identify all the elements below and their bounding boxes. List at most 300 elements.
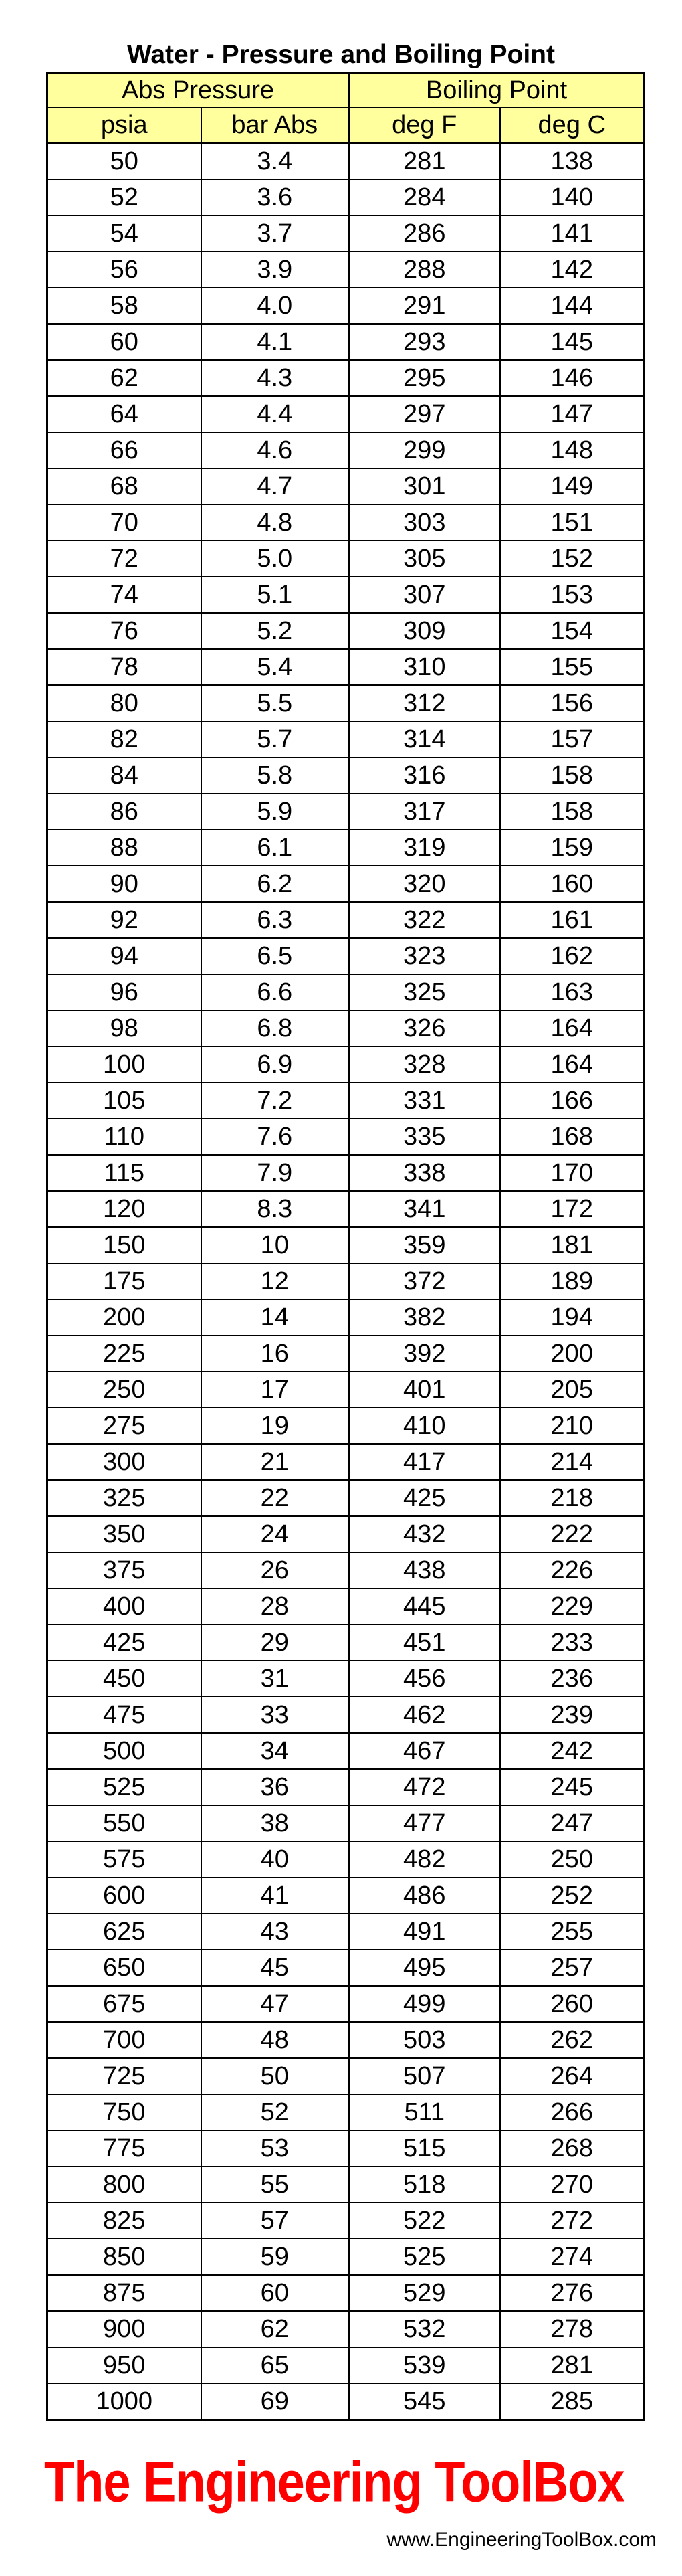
deg-f-cell: 295 xyxy=(349,360,500,396)
psia-cell: 150 xyxy=(47,1227,201,1263)
deg-c-cell: 159 xyxy=(500,830,645,866)
psia-cell: 64 xyxy=(47,396,201,432)
bar-abs-cell: 6.1 xyxy=(201,830,349,866)
psia-cell: 675 xyxy=(47,1986,201,2022)
deg-c-cell: 152 xyxy=(500,541,645,577)
deg-c-cell: 181 xyxy=(500,1227,645,1263)
psia-cell: 725 xyxy=(47,2058,201,2094)
deg-c-cell: 245 xyxy=(500,1769,645,1805)
table-row xyxy=(47,794,645,830)
psia-cell: 375 xyxy=(47,1552,201,1588)
deg-c-cell: 260 xyxy=(500,1986,645,2022)
bar-abs-cell: 5.8 xyxy=(201,757,349,794)
psia-cell: 62 xyxy=(47,360,201,396)
deg-f-cell: 456 xyxy=(349,1661,500,1697)
table-row xyxy=(47,2167,645,2203)
psia-cell: 94 xyxy=(47,938,201,974)
table-row xyxy=(47,2022,645,2058)
table-row xyxy=(47,1083,645,1119)
deg-f-column-header: deg F xyxy=(349,108,500,143)
deg-f-cell: 359 xyxy=(349,1227,500,1263)
bar-abs-cell: 26 xyxy=(201,1552,349,1588)
bar-abs-cell: 59 xyxy=(201,2239,349,2275)
deg-f-cell: 382 xyxy=(349,1299,500,1336)
bar-abs-cell: 4.4 xyxy=(201,396,349,432)
deg-f-cell: 539 xyxy=(349,2347,500,2383)
bar-abs-cell: 40 xyxy=(201,1841,349,1877)
bar-abs-cell: 5.0 xyxy=(201,541,349,577)
bar-abs-cell: 6.2 xyxy=(201,866,349,902)
table-row xyxy=(47,2239,645,2275)
table-row xyxy=(47,143,645,180)
psia-cell: 175 xyxy=(47,1263,201,1299)
table-row xyxy=(47,1191,645,1227)
deg-f-cell: 309 xyxy=(349,613,500,649)
bar-abs-cell: 47 xyxy=(201,1986,349,2022)
deg-c-cell: 141 xyxy=(500,215,645,252)
bar-abs-cell: 4.3 xyxy=(201,360,349,396)
table-row xyxy=(47,974,645,1010)
bar-abs-cell: 60 xyxy=(201,2275,349,2311)
deg-f-cell: 495 xyxy=(349,1950,500,1986)
bar-abs-cell: 16 xyxy=(201,1336,349,1372)
table-row xyxy=(47,1408,645,1444)
deg-f-cell: 518 xyxy=(349,2167,500,2203)
psia-cell: 66 xyxy=(47,432,201,468)
psia-cell: 250 xyxy=(47,1372,201,1408)
deg-f-cell: 467 xyxy=(349,1733,500,1769)
deg-f-cell: 507 xyxy=(349,2058,500,2094)
deg-c-cell: 158 xyxy=(500,794,645,830)
psia-cell: 550 xyxy=(47,1805,201,1841)
deg-c-cell: 200 xyxy=(500,1336,645,1372)
bar-abs-cell: 5.1 xyxy=(201,577,349,613)
psia-cell: 54 xyxy=(47,215,201,252)
deg-c-cell: 239 xyxy=(500,1697,645,1733)
table-row xyxy=(47,1336,645,1372)
psia-cell: 50 xyxy=(47,143,201,180)
table-row xyxy=(47,541,645,577)
table-row xyxy=(47,1588,645,1625)
table-row xyxy=(47,938,645,974)
deg-f-cell: 316 xyxy=(349,757,500,794)
psia-cell: 850 xyxy=(47,2239,201,2275)
table-row xyxy=(47,2203,645,2239)
deg-f-cell: 515 xyxy=(349,2130,500,2167)
psia-cell: 68 xyxy=(47,468,201,504)
deg-f-cell: 319 xyxy=(349,830,500,866)
psia-cell: 52 xyxy=(47,179,201,215)
psia-cell: 105 xyxy=(47,1083,201,1119)
psia-cell: 96 xyxy=(47,974,201,1010)
table-row xyxy=(47,1299,645,1336)
table-row xyxy=(47,1841,645,1877)
psia-cell: 225 xyxy=(47,1336,201,1372)
deg-c-cell: 266 xyxy=(500,2094,645,2130)
deg-c-cell: 250 xyxy=(500,1841,645,1877)
deg-f-cell: 281 xyxy=(349,143,500,180)
deg-c-cell: 214 xyxy=(500,1444,645,1480)
table-row xyxy=(47,830,645,866)
deg-c-cell: 252 xyxy=(500,1877,645,1914)
table-row xyxy=(47,902,645,938)
psia-cell: 825 xyxy=(47,2203,201,2239)
site-url: www.EngineeringToolBox.com xyxy=(386,2528,657,2551)
deg-f-cell: 307 xyxy=(349,577,500,613)
psia-cell: 1000 xyxy=(47,2383,201,2420)
bar-abs-cell: 34 xyxy=(201,1733,349,1769)
deg-f-cell: 299 xyxy=(349,432,500,468)
deg-f-cell: 335 xyxy=(349,1119,500,1155)
table-row xyxy=(47,288,645,324)
bar-abs-cell: 29 xyxy=(201,1625,349,1661)
psia-cell: 575 xyxy=(47,1841,201,1877)
deg-c-cell: 278 xyxy=(500,2311,645,2347)
bar-abs-cell: 8.3 xyxy=(201,1191,349,1227)
bar-abs-cell: 5.2 xyxy=(201,613,349,649)
deg-f-cell: 472 xyxy=(349,1769,500,1805)
table-row xyxy=(47,1733,645,1769)
abs-pressure-header: Abs Pressure xyxy=(47,73,349,108)
table-row xyxy=(47,179,645,215)
psia-cell: 875 xyxy=(47,2275,201,2311)
bar-abs-cell: 6.3 xyxy=(201,902,349,938)
bar-abs-cell: 48 xyxy=(201,2022,349,2058)
bar-abs-cell: 50 xyxy=(201,2058,349,2094)
psia-column-header: psia xyxy=(47,108,201,143)
bar-abs-cell: 5.9 xyxy=(201,794,349,830)
deg-c-cell: 272 xyxy=(500,2203,645,2239)
deg-c-cell: 255 xyxy=(500,1914,645,1950)
table-row xyxy=(47,1950,645,1986)
psia-cell: 425 xyxy=(47,1625,201,1661)
deg-c-cell: 148 xyxy=(500,432,645,468)
table-row xyxy=(47,1155,645,1191)
bar-abs-cell: 7.6 xyxy=(201,1119,349,1155)
psia-cell: 600 xyxy=(47,1877,201,1914)
bar-abs-cell: 4.6 xyxy=(201,432,349,468)
psia-cell: 475 xyxy=(47,1697,201,1733)
table-row xyxy=(47,468,645,504)
table-row xyxy=(47,1119,645,1155)
bar-abs-cell: 7.9 xyxy=(201,1155,349,1191)
bar-abs-cell: 69 xyxy=(201,2383,349,2420)
deg-c-cell: 205 xyxy=(500,1372,645,1408)
deg-c-cell: 264 xyxy=(500,2058,645,2094)
deg-c-cell: 226 xyxy=(500,1552,645,1588)
table-row xyxy=(47,2130,645,2167)
psia-cell: 56 xyxy=(47,252,201,288)
psia-cell: 86 xyxy=(47,794,201,830)
deg-f-cell: 525 xyxy=(349,2239,500,2275)
psia-cell: 80 xyxy=(47,685,201,721)
deg-f-cell: 325 xyxy=(349,974,500,1010)
deg-f-cell: 291 xyxy=(349,288,500,324)
bar-abs-cell: 14 xyxy=(201,1299,349,1336)
bar-abs-cell: 10 xyxy=(201,1227,349,1263)
deg-c-cell: 151 xyxy=(500,504,645,541)
table-body xyxy=(47,143,645,2420)
deg-f-cell: 462 xyxy=(349,1697,500,1733)
deg-c-cell: 166 xyxy=(500,1083,645,1119)
deg-f-cell: 417 xyxy=(349,1444,500,1480)
bar-abs-cell: 4.1 xyxy=(201,324,349,360)
deg-f-cell: 401 xyxy=(349,1372,500,1408)
table-row xyxy=(47,1516,645,1552)
deg-c-cell: 268 xyxy=(500,2130,645,2167)
psia-cell: 76 xyxy=(47,613,201,649)
deg-c-cell: 161 xyxy=(500,902,645,938)
deg-c-cell: 140 xyxy=(500,179,645,215)
brand-logo-text: The Engineering ToolBox xyxy=(44,2450,624,2514)
table-row xyxy=(47,1914,645,1950)
table-row xyxy=(47,577,645,613)
deg-f-cell: 331 xyxy=(349,1083,500,1119)
table-row xyxy=(47,1877,645,1914)
deg-c-cell: 172 xyxy=(500,1191,645,1227)
psia-cell: 750 xyxy=(47,2094,201,2130)
table-row xyxy=(47,1480,645,1516)
table-row xyxy=(47,504,645,541)
psia-cell: 120 xyxy=(47,1191,201,1227)
bar-abs-cell: 6.9 xyxy=(201,1046,349,1083)
deg-c-cell: 142 xyxy=(500,252,645,288)
table-row xyxy=(47,613,645,649)
bar-abs-column-header: bar Abs xyxy=(201,108,349,143)
bar-abs-cell: 45 xyxy=(201,1950,349,1986)
deg-f-cell: 529 xyxy=(349,2275,500,2311)
deg-f-cell: 328 xyxy=(349,1046,500,1083)
bar-abs-cell: 5.7 xyxy=(201,721,349,757)
deg-f-cell: 320 xyxy=(349,866,500,902)
deg-c-cell: 274 xyxy=(500,2239,645,2275)
table-row xyxy=(47,1010,645,1046)
deg-c-cell: 262 xyxy=(500,2022,645,2058)
bar-abs-cell: 19 xyxy=(201,1408,349,1444)
deg-f-cell: 482 xyxy=(349,1841,500,1877)
table-row xyxy=(47,1227,645,1263)
psia-cell: 115 xyxy=(47,1155,201,1191)
deg-f-cell: 297 xyxy=(349,396,500,432)
deg-f-cell: 445 xyxy=(349,1588,500,1625)
deg-f-cell: 322 xyxy=(349,902,500,938)
deg-f-cell: 338 xyxy=(349,1155,500,1191)
deg-f-cell: 326 xyxy=(349,1010,500,1046)
bar-abs-cell: 3.9 xyxy=(201,252,349,288)
bar-abs-cell: 6.8 xyxy=(201,1010,349,1046)
deg-f-cell: 477 xyxy=(349,1805,500,1841)
psia-cell: 84 xyxy=(47,757,201,794)
deg-c-cell: 210 xyxy=(500,1408,645,1444)
bar-abs-cell: 52 xyxy=(201,2094,349,2130)
deg-f-cell: 532 xyxy=(349,2311,500,2347)
deg-c-cell: 242 xyxy=(500,1733,645,1769)
table-row xyxy=(47,1697,645,1733)
deg-c-column-header: deg C xyxy=(500,108,645,143)
deg-c-cell: 154 xyxy=(500,613,645,649)
psia-cell: 92 xyxy=(47,902,201,938)
deg-f-cell: 314 xyxy=(349,721,500,757)
deg-f-cell: 372 xyxy=(349,1263,500,1299)
deg-c-cell: 163 xyxy=(500,974,645,1010)
psia-cell: 350 xyxy=(47,1516,201,1552)
deg-f-cell: 317 xyxy=(349,794,500,830)
deg-c-cell: 247 xyxy=(500,1805,645,1841)
deg-f-cell: 432 xyxy=(349,1516,500,1552)
bar-abs-cell: 17 xyxy=(201,1372,349,1408)
bar-abs-cell: 36 xyxy=(201,1769,349,1805)
table-row xyxy=(47,1625,645,1661)
deg-f-cell: 511 xyxy=(349,2094,500,2130)
psia-cell: 650 xyxy=(47,1950,201,1986)
bar-abs-cell: 12 xyxy=(201,1263,349,1299)
table-row xyxy=(47,252,645,288)
deg-c-cell: 170 xyxy=(500,1155,645,1191)
table-row xyxy=(47,649,645,685)
table-row xyxy=(47,1372,645,1408)
bar-abs-cell: 65 xyxy=(201,2347,349,2383)
psia-cell: 775 xyxy=(47,2130,201,2167)
psia-cell: 72 xyxy=(47,541,201,577)
deg-c-cell: 160 xyxy=(500,866,645,902)
bar-abs-cell: 3.4 xyxy=(201,143,349,180)
bar-abs-cell: 22 xyxy=(201,1480,349,1516)
deg-c-cell: 168 xyxy=(500,1119,645,1155)
deg-c-cell: 158 xyxy=(500,757,645,794)
psia-cell: 300 xyxy=(47,1444,201,1480)
deg-f-cell: 303 xyxy=(349,504,500,541)
psia-cell: 450 xyxy=(47,1661,201,1697)
psia-cell: 625 xyxy=(47,1914,201,1950)
deg-c-cell: 164 xyxy=(500,1010,645,1046)
deg-f-cell: 503 xyxy=(349,2022,500,2058)
deg-f-cell: 310 xyxy=(349,649,500,685)
table-row xyxy=(47,215,645,252)
deg-f-cell: 293 xyxy=(349,324,500,360)
deg-c-cell: 229 xyxy=(500,1588,645,1625)
table-row xyxy=(47,1046,645,1083)
deg-c-cell: 145 xyxy=(500,324,645,360)
table-row xyxy=(47,2311,645,2347)
deg-f-cell: 410 xyxy=(349,1408,500,1444)
table-row xyxy=(47,1769,645,1805)
deg-c-cell: 146 xyxy=(500,360,645,396)
psia-cell: 325 xyxy=(47,1480,201,1516)
table-row xyxy=(47,324,645,360)
psia-cell: 400 xyxy=(47,1588,201,1625)
deg-c-cell: 236 xyxy=(500,1661,645,1697)
deg-c-cell: 285 xyxy=(500,2383,645,2420)
deg-c-cell: 164 xyxy=(500,1046,645,1083)
psia-cell: 90 xyxy=(47,866,201,902)
table-row xyxy=(47,721,645,757)
psia-cell: 82 xyxy=(47,721,201,757)
bar-abs-cell: 4.7 xyxy=(201,468,349,504)
deg-f-cell: 392 xyxy=(349,1336,500,1372)
table-row xyxy=(47,1986,645,2022)
table-row xyxy=(47,1661,645,1697)
deg-c-cell: 276 xyxy=(500,2275,645,2311)
deg-c-cell: 281 xyxy=(500,2347,645,2383)
bar-abs-cell: 53 xyxy=(201,2130,349,2167)
bar-abs-cell: 33 xyxy=(201,1697,349,1733)
deg-f-cell: 451 xyxy=(349,1625,500,1661)
table-row xyxy=(47,2094,645,2130)
table-row xyxy=(47,1444,645,1480)
deg-c-cell: 155 xyxy=(500,649,645,685)
table-header xyxy=(47,73,645,143)
table-row xyxy=(47,685,645,721)
deg-f-cell: 438 xyxy=(349,1552,500,1588)
deg-f-cell: 491 xyxy=(349,1914,500,1950)
deg-c-cell: 147 xyxy=(500,396,645,432)
deg-f-cell: 425 xyxy=(349,1480,500,1516)
table-row xyxy=(47,396,645,432)
table-row xyxy=(47,2058,645,2094)
deg-c-cell: 149 xyxy=(500,468,645,504)
deg-f-cell: 286 xyxy=(349,215,500,252)
table-row xyxy=(47,1805,645,1841)
psia-cell: 70 xyxy=(47,504,201,541)
bar-abs-cell: 3.7 xyxy=(201,215,349,252)
deg-c-cell: 270 xyxy=(500,2167,645,2203)
bar-abs-cell: 43 xyxy=(201,1914,349,1950)
psia-cell: 700 xyxy=(47,2022,201,2058)
group-header-row xyxy=(47,73,645,108)
table-row xyxy=(47,2383,645,2420)
deg-c-cell: 144 xyxy=(500,288,645,324)
bar-abs-cell: 5.4 xyxy=(201,649,349,685)
deg-f-cell: 522 xyxy=(349,2203,500,2239)
deg-c-cell: 156 xyxy=(500,685,645,721)
psia-cell: 525 xyxy=(47,1769,201,1805)
table-row xyxy=(47,757,645,794)
deg-f-cell: 305 xyxy=(349,541,500,577)
deg-c-cell: 162 xyxy=(500,938,645,974)
deg-f-cell: 486 xyxy=(349,1877,500,1914)
deg-f-cell: 284 xyxy=(349,179,500,215)
deg-f-cell: 288 xyxy=(349,252,500,288)
psia-cell: 74 xyxy=(47,577,201,613)
bar-abs-cell: 3.6 xyxy=(201,179,349,215)
deg-c-cell: 138 xyxy=(500,143,645,180)
pressure-boiling-table xyxy=(46,72,645,2421)
table-row xyxy=(47,432,645,468)
bar-abs-cell: 55 xyxy=(201,2167,349,2203)
deg-c-cell: 222 xyxy=(500,1516,645,1552)
table-row xyxy=(47,2275,645,2311)
psia-cell: 88 xyxy=(47,830,201,866)
bar-abs-cell: 24 xyxy=(201,1516,349,1552)
bar-abs-cell: 6.6 xyxy=(201,974,349,1010)
deg-f-cell: 301 xyxy=(349,468,500,504)
psia-cell: 275 xyxy=(47,1408,201,1444)
deg-c-cell: 257 xyxy=(500,1950,645,1986)
psia-cell: 900 xyxy=(47,2311,201,2347)
psia-cell: 500 xyxy=(47,1733,201,1769)
bar-abs-cell: 21 xyxy=(201,1444,349,1480)
psia-cell: 950 xyxy=(47,2347,201,2383)
deg-f-cell: 499 xyxy=(349,1986,500,2022)
psia-cell: 100 xyxy=(47,1046,201,1083)
deg-c-cell: 218 xyxy=(500,1480,645,1516)
deg-f-cell: 341 xyxy=(349,1191,500,1227)
bar-abs-cell: 7.2 xyxy=(201,1083,349,1119)
table-row xyxy=(47,1263,645,1299)
bar-abs-cell: 62 xyxy=(201,2311,349,2347)
deg-f-cell: 545 xyxy=(349,2383,500,2420)
deg-c-cell: 189 xyxy=(500,1263,645,1299)
